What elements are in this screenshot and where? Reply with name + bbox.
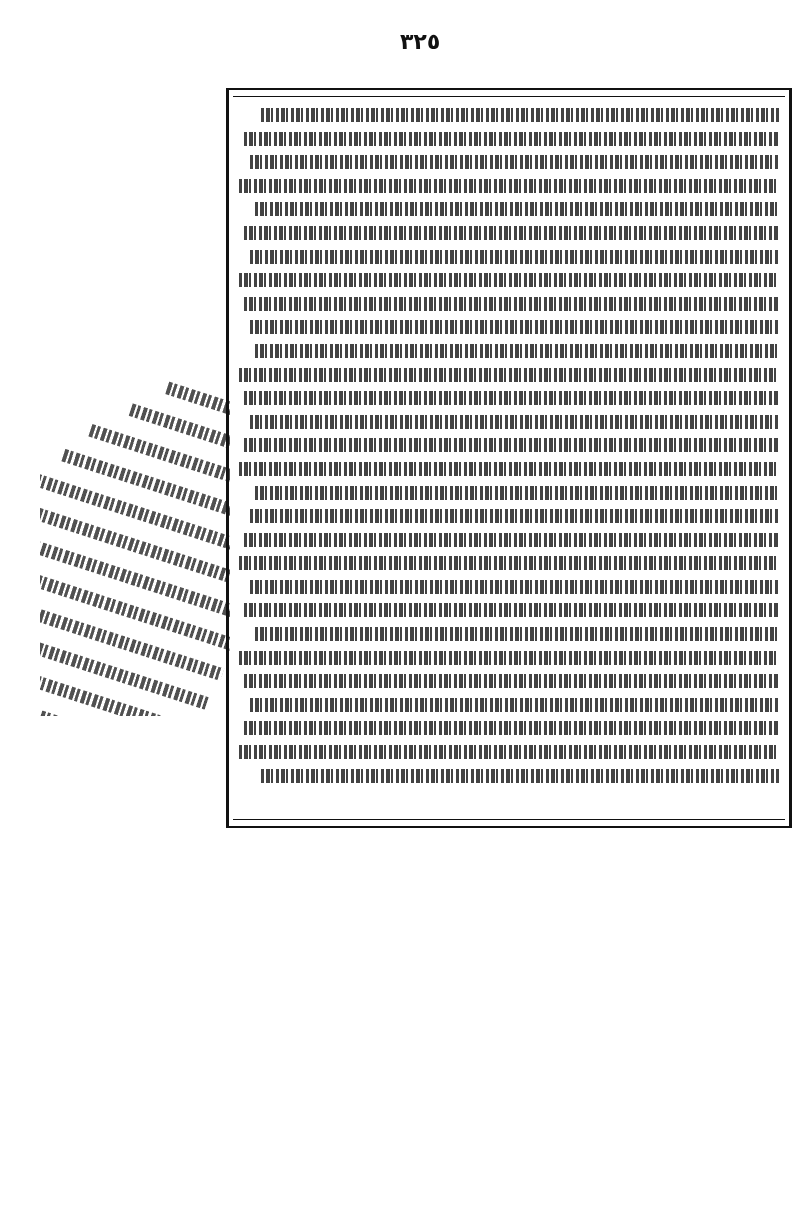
text-line bbox=[239, 694, 779, 718]
text-line bbox=[239, 458, 779, 482]
text-line bbox=[239, 647, 779, 671]
text-line bbox=[239, 340, 779, 364]
text-line-ink bbox=[239, 179, 779, 193]
text-line-ink bbox=[250, 698, 779, 712]
text-line-ink bbox=[239, 745, 779, 759]
text-line bbox=[239, 505, 779, 529]
text-line bbox=[239, 529, 779, 553]
text-line-ink bbox=[261, 769, 779, 783]
text-line bbox=[239, 387, 779, 411]
text-line bbox=[239, 434, 779, 458]
text-line bbox=[239, 222, 779, 246]
text-line-ink bbox=[261, 108, 779, 122]
text-line bbox=[239, 717, 779, 741]
text-line bbox=[239, 316, 779, 340]
text-line-ink bbox=[255, 202, 779, 216]
text-line-ink bbox=[250, 580, 779, 594]
text-line-ink bbox=[244, 721, 779, 735]
text-line bbox=[239, 741, 779, 765]
text-line-ink bbox=[244, 132, 779, 146]
text-line-ink bbox=[255, 486, 779, 500]
text-line bbox=[239, 128, 779, 152]
text-line-ink bbox=[239, 368, 779, 382]
main-text bbox=[239, 104, 779, 816]
text-line-ink bbox=[250, 250, 779, 264]
text-line bbox=[239, 151, 779, 175]
text-line bbox=[239, 269, 779, 293]
text-line-ink bbox=[239, 651, 779, 665]
text-line bbox=[239, 175, 779, 199]
text-line bbox=[239, 576, 779, 600]
text-line-ink bbox=[239, 273, 779, 287]
text-line bbox=[239, 293, 779, 317]
text-line bbox=[239, 482, 779, 506]
text-line-ink bbox=[244, 603, 779, 617]
text-frame bbox=[226, 88, 792, 828]
text-line bbox=[239, 623, 779, 647]
text-line-ink bbox=[244, 674, 779, 688]
text-line-ink bbox=[255, 627, 779, 641]
text-line bbox=[239, 670, 779, 694]
text-line bbox=[239, 104, 779, 128]
margin-gloss-text bbox=[40, 301, 230, 716]
text-line-ink bbox=[244, 297, 779, 311]
text-line bbox=[239, 198, 779, 222]
text-line-ink bbox=[244, 226, 779, 240]
text-line-ink bbox=[239, 556, 779, 570]
text-line-ink bbox=[244, 438, 779, 452]
text-line-ink bbox=[255, 344, 779, 358]
text-line bbox=[239, 765, 779, 789]
text-line-ink bbox=[250, 320, 779, 334]
text-line bbox=[239, 364, 779, 388]
text-line-ink bbox=[250, 415, 779, 429]
text-line-ink bbox=[239, 462, 779, 476]
text-line bbox=[239, 552, 779, 576]
page-number: ٣٢٥ bbox=[400, 30, 441, 55]
text-line bbox=[239, 246, 779, 270]
margin-gloss bbox=[40, 276, 230, 716]
text-line bbox=[239, 599, 779, 623]
text-line-ink bbox=[244, 533, 779, 547]
text-line bbox=[239, 411, 779, 435]
text-line-ink bbox=[250, 155, 779, 169]
text-line-ink bbox=[250, 509, 779, 523]
text-line-ink bbox=[244, 391, 779, 405]
